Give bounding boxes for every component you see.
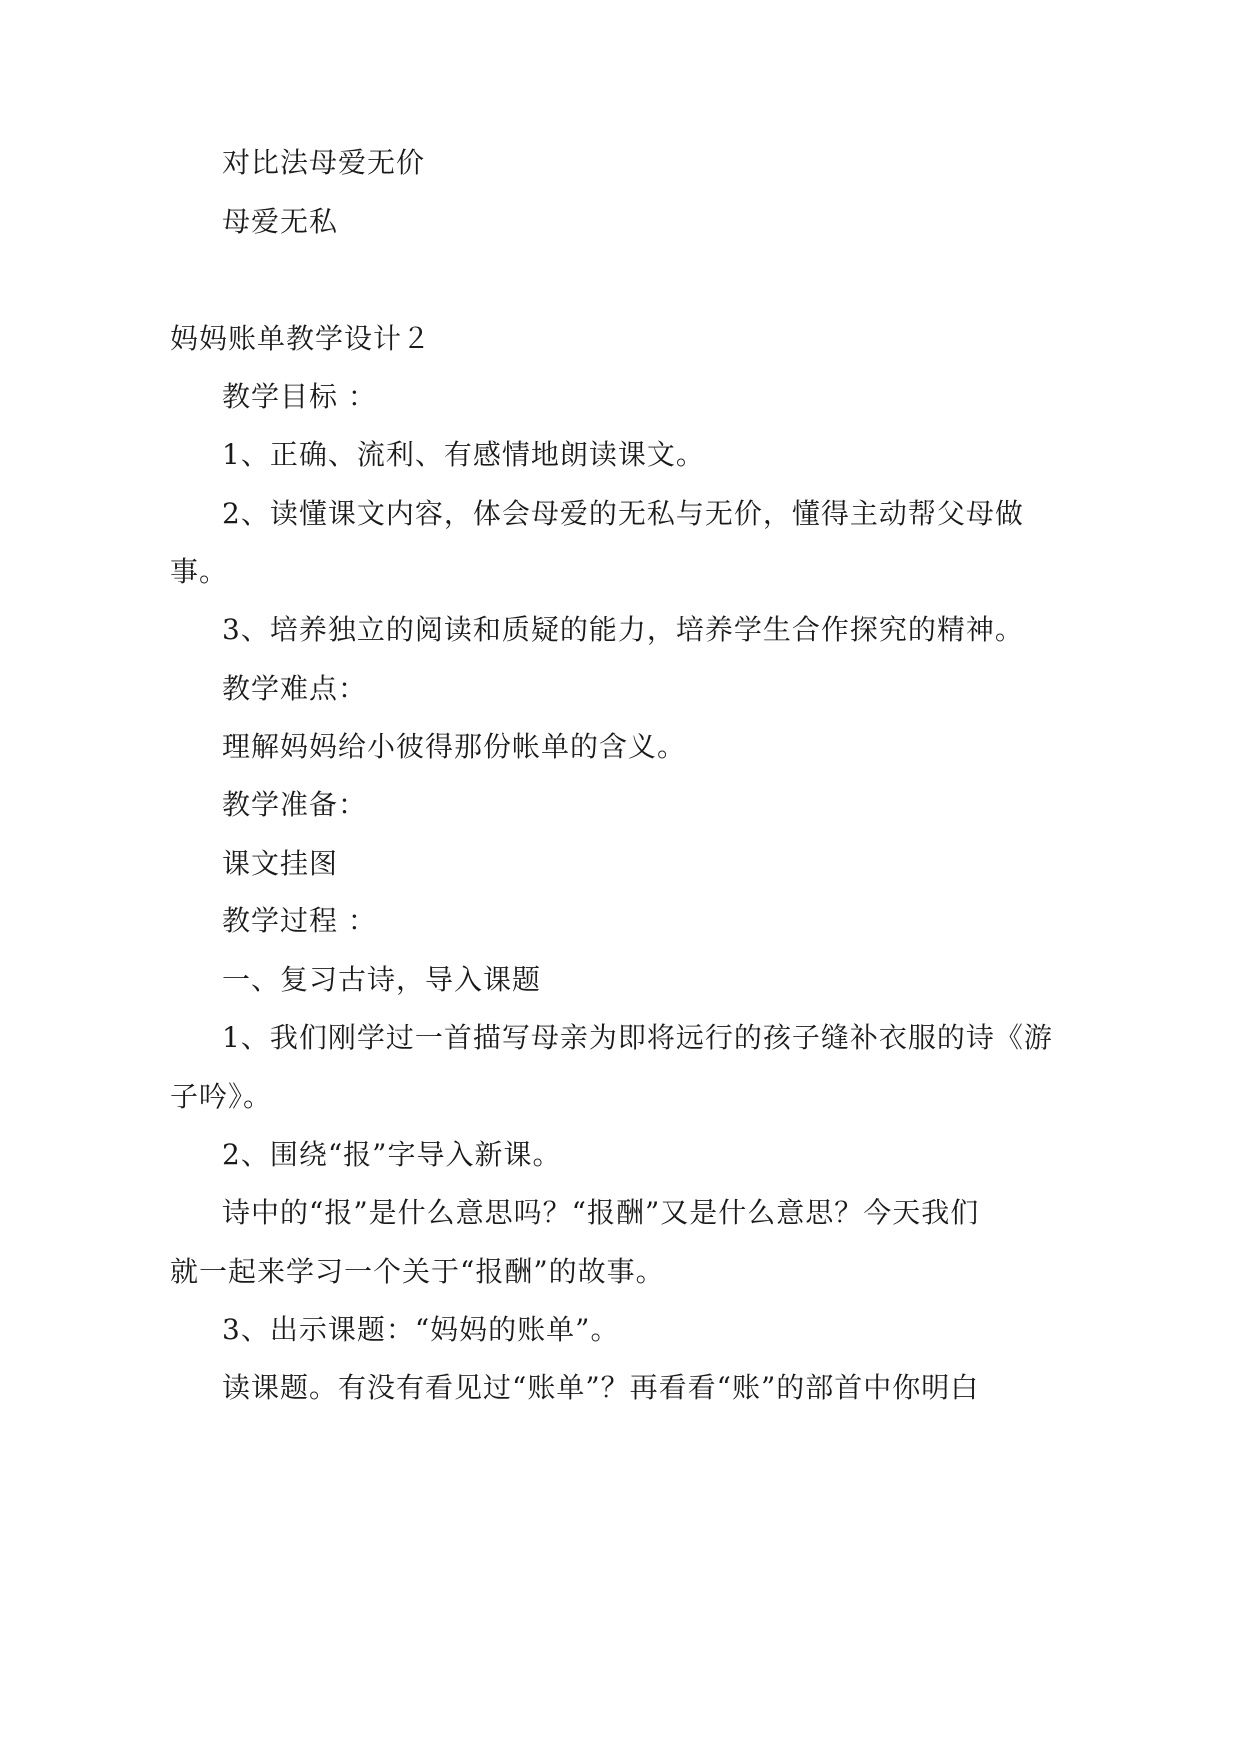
prep-text: 课文挂图	[222, 847, 339, 880]
difficulty-text: 理解妈妈给小彼得那份帐单的含义。	[222, 730, 687, 763]
prep-heading: 教学准备：	[222, 788, 368, 821]
step1-item2-text: 诗中的“报”是什么意思吗？“报酬”又是什么意思？今天我们	[222, 1196, 980, 1229]
goal-item-3: 3、培养独立的阅读和质疑的能力，培养学生合作探究的精神。	[222, 613, 1024, 646]
difficulty-heading: 教学难点：	[222, 672, 368, 705]
step1-item1-line-2: 子吟》。	[170, 1080, 273, 1113]
goals-heading: 教学目标 ：	[222, 380, 377, 413]
step1-item1-text: 1、我们刚学过一首描写母亲为即将远行的孩子缝补衣服的诗《游	[222, 1021, 1053, 1054]
step1-item3: 3、出示课题：“妈妈的账单”。	[222, 1313, 620, 1346]
goal-item-2-line-1	[222, 497, 1024, 530]
step1-item2-text-line-1	[222, 1196, 980, 1229]
prev-section-line-2: 母爱无私	[222, 205, 339, 238]
prev-section-line-1: 对比法母爱无价	[222, 146, 426, 179]
step1-item2: 2、围绕“报”字导入新课。	[222, 1138, 562, 1171]
step1-item3-text: 读课题。有没有看见过“账单”？再看看“账”的部首中你明白	[222, 1371, 980, 1404]
goal-item-2-line-2: 事。	[170, 555, 229, 588]
process-heading: 教学过程 ：	[222, 904, 377, 937]
step1-item3-text-line	[222, 1371, 980, 1404]
goal-item-1: 1、正确、流利、有感情地朗读课文。	[222, 438, 705, 471]
goal-item-2-text: 2、读懂课文内容，体会母爱的无私与无价，懂得主动帮父母做	[222, 497, 1024, 530]
step1-heading: 一、复习古诗，导入课题	[222, 963, 542, 996]
step1-item2-text-line-2: 就一起来学习一个关于“报酬”的故事。	[170, 1255, 665, 1288]
section-title: 妈妈账单教学设计２	[170, 322, 432, 355]
step1-item1-line-1	[222, 1021, 1053, 1054]
